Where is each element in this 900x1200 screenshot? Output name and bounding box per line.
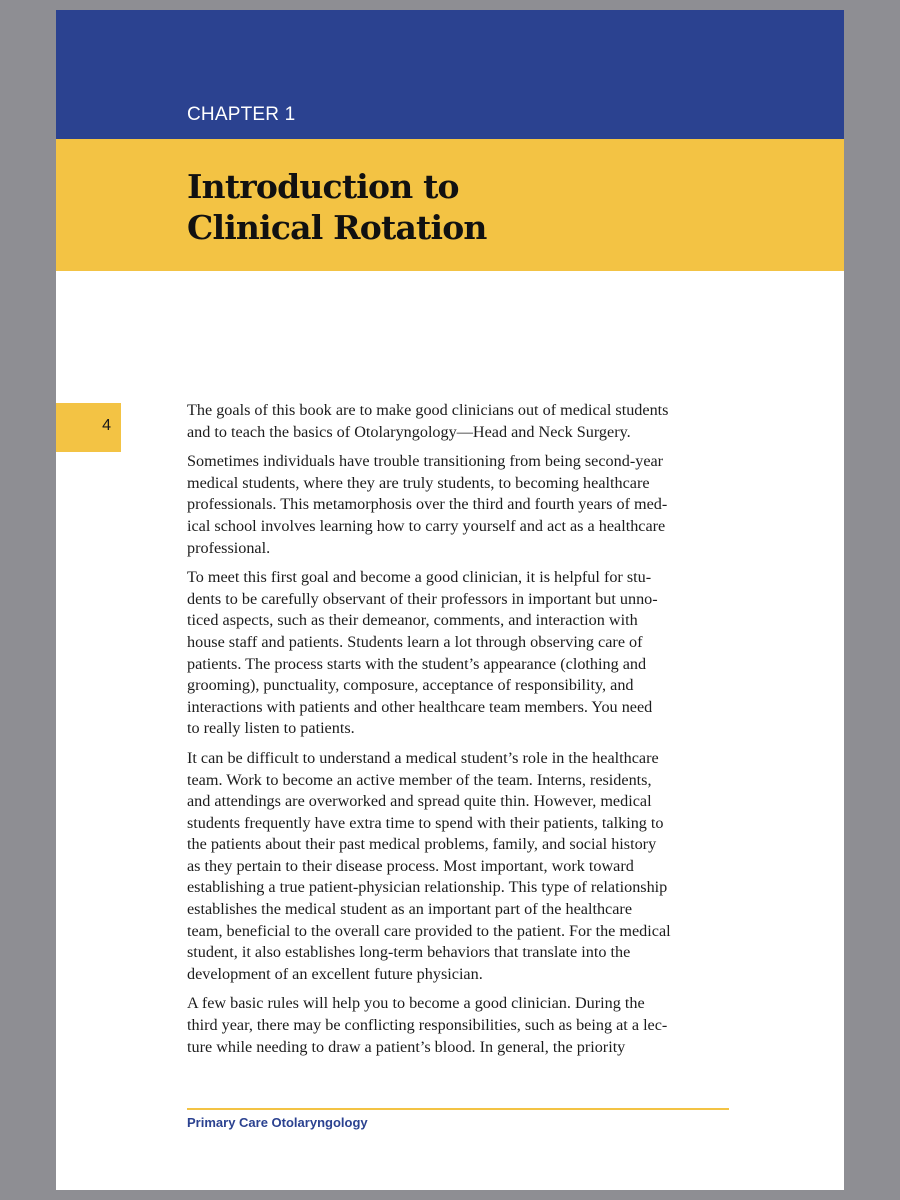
paragraph-line: grooming), punctuality, composure, acceptance of responsibility, and (187, 676, 634, 695)
paragraph-line: development of an excellent future physician. (187, 964, 483, 983)
paragraph-line: ticed aspects, such as their demeanor, comments, and interaction with (187, 611, 638, 630)
paragraph-line: A few basic rules will help you to become a good clinician. During the (187, 994, 645, 1013)
paragraph-line: the patients about their past medical problems, family, and social history (187, 835, 657, 854)
paragraph-line: It can be difficult to understand a medical student’s role in the healthcare (187, 748, 659, 767)
paragraph-line: To meet this first goal and become a good clinician, it is helpful for stu- (187, 568, 652, 587)
paragraph-line: students frequently have extra time to spend with their patients, talking to (187, 813, 664, 832)
body-paragraph (187, 748, 737, 986)
paragraph-line: to really listen to patients. (187, 719, 355, 738)
body-paragraph (187, 567, 737, 740)
footer-book-title: Primary Care Otolaryngology (187, 1115, 368, 1130)
body-paragraph (187, 451, 737, 559)
paragraph-line: professional. (187, 538, 271, 557)
chapter-title-line: Introduction to (187, 167, 459, 206)
paragraph-line: as they pertain to their disease process. Most important, work toward (187, 856, 634, 875)
page-number-tab (56, 403, 121, 452)
paragraph-line: and attendings are overworked and spread quite thin. However, medical (187, 792, 652, 811)
body-paragraph (187, 993, 737, 1058)
footer-divider (187, 1108, 729, 1110)
paragraph-line: dents to be carefully observant of their professors in important but unno- (187, 589, 658, 608)
paragraph-line: third year, there may be conflicting responsibilities, such as being at a lec- (187, 1016, 668, 1035)
paragraph-line: team, beneficial to the overall care provided to the patient. For the medical (187, 921, 671, 940)
chapter-title (187, 166, 747, 248)
paragraph-line: house staff and patients. Students learn a lot through observing care of (187, 632, 643, 651)
paragraph-line: Sometimes individuals have trouble transitioning from being second-year (187, 452, 664, 471)
body-paragraph (187, 400, 737, 443)
body-text (187, 400, 737, 1066)
paragraph-line: team. Work to become an active member of the team. Interns, residents, (187, 770, 652, 789)
paragraph-line: patients. The process starts with the student’s appearance (clothing and (187, 654, 647, 673)
book-page (56, 10, 844, 1190)
paragraph-line: establishes the medical student as an important part of the healthcare (187, 900, 632, 919)
paragraph-line: ical school involves learning how to carry yourself and act as a healthcare (187, 516, 666, 535)
paragraph-line: student, it also establishes long-term behaviors that translate into the (187, 943, 631, 962)
paragraph-line: medical students, where they are truly students, to becoming healthcare (187, 473, 650, 492)
chapter-header-band (56, 10, 844, 139)
chapter-title-line: Clinical Rotation (187, 208, 487, 247)
paragraph-line: and to teach the basics of Otolaryngology—Head and Neck Surgery. (187, 422, 631, 441)
chapter-label: CHAPTER 1 (187, 104, 296, 125)
page-number: 4 (102, 417, 111, 434)
paragraph-line: interactions with patients and other healthcare team members. You need (187, 697, 653, 716)
paragraph-line: establishing a true patient-physician relationship. This type of relationship (187, 878, 668, 897)
paragraph-line: professionals. This metamorphosis over the third and fourth years of med- (187, 495, 668, 514)
paragraph-line: The goals of this book are to make good clinicians out of medical students (187, 401, 669, 419)
paragraph-line: ture while needing to draw a patient’s blood. In general, the priority (187, 1037, 626, 1056)
